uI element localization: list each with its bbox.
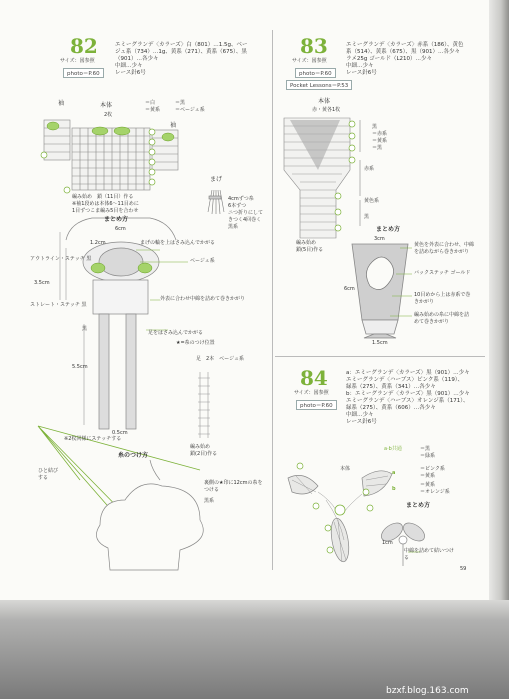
material-line: b：エミーグランデ〈カラーズ〉黒（901）…少々	[346, 391, 470, 397]
callout-leg-attach: 足をはさみ込んでかがる	[148, 330, 204, 336]
pattern-82-number: 82	[70, 34, 98, 58]
pattern-83-body-sub: 赤・黄各1枚	[312, 107, 341, 113]
note-line: する	[38, 475, 49, 481]
material-line: a：エミーグランデ〈カラーズ〉黒（901）…少々	[346, 370, 470, 376]
pattern-84-photo-ref: photo＝P.60	[296, 400, 337, 410]
note-line: 黒系	[228, 224, 239, 230]
material-line: レース針6号	[346, 419, 377, 425]
leg-label: 足 2本 ベージュ系	[196, 356, 244, 362]
callout-top-loop: まげの輪を上はさみ込んでかがる	[140, 240, 216, 246]
legend-black: ＝黒	[420, 446, 431, 452]
pattern-82-size: サイズ：図参照	[60, 58, 95, 64]
material-line: エミーグランデ〈カラーズ〉白（801）…1.5g、ベー	[115, 42, 248, 48]
pattern-83-size: サイズ：図参照	[292, 58, 327, 64]
pattern-83-body-label: 本体	[318, 98, 331, 105]
sleeve-label-left: 袖	[58, 100, 65, 107]
material-line: 緑系（275）、黄系（606）…各少々	[346, 405, 436, 411]
note-line: 1目ずつこま編み5目を合わせ	[72, 208, 139, 214]
legend-white: ＝白	[145, 100, 156, 106]
legend-beige: ＝ベージュ系	[175, 107, 205, 113]
callout-stuff-tie: 中綿を詰めて結いつける	[404, 548, 455, 561]
material-line: 緑系（275）、黄系（341）…各少々	[346, 384, 436, 390]
side-label-black: 黒	[364, 214, 370, 220]
note-line: ※袖1段めは本体6〜11目めに	[72, 201, 139, 207]
pattern-84-legend-title: a·b共通	[384, 446, 402, 452]
pattern-83-assembly-title: まとめ方	[376, 226, 401, 233]
material-line: エミーグランデ〈ハーブス〉オレンジ系（171）、	[346, 398, 469, 404]
dim-1cm: 1cm	[382, 540, 393, 546]
legend-black-top: 黒	[372, 124, 378, 130]
note-line: 編み始め	[190, 444, 211, 450]
legend-group-b: b	[392, 486, 396, 492]
legend-yellow-a: ＝黄系	[420, 473, 436, 479]
pattern-84-number: 84	[300, 366, 328, 390]
dim-0-5cm: 0.5cm	[112, 430, 128, 436]
callout-beige: ベージュ系	[190, 258, 215, 264]
tassel-label: まげ	[210, 176, 223, 183]
pattern-84-assembly-title: まとめ方	[406, 502, 431, 509]
pattern-83-number: 83	[300, 34, 328, 58]
legend-orange: ＝オレンジ系	[420, 489, 450, 495]
pattern-83-photo-ref: photo＝P.60	[295, 68, 336, 78]
thread-note-black: 黒系	[204, 498, 215, 504]
legend-red: ＝赤系	[372, 131, 388, 137]
note-line: 編み始め 鎖（11目）作る	[72, 194, 134, 200]
watermark: bzxf.blog.163.com	[386, 686, 469, 696]
note-line: きつく4回巻く	[228, 217, 262, 223]
material-line: レース針6号	[115, 70, 146, 76]
callout-yellow-stuff: 黄色を外表に合わせ、中綿を詰めながら巻きかがり	[414, 242, 474, 255]
callout-back-stitch: バックステッチ ゴールド	[414, 270, 471, 276]
callout-stuffing: 外表に合わせ中綿を詰めて巻きかがり	[160, 296, 246, 302]
note-line: 4cmずつ糸	[228, 196, 254, 202]
pattern-82-body-label: 本体	[100, 102, 113, 109]
pattern-82-body-count: 2枚	[104, 112, 113, 118]
callout-both-stitch: ※2枚同様にステッチする	[64, 436, 122, 442]
side-label-yellow: 黄色系	[364, 198, 380, 204]
sleeve-label-right: 袖	[170, 122, 177, 129]
material-line: 中細…少々	[346, 63, 374, 69]
note-line: ひと結び	[38, 468, 59, 474]
material-line: ラメ25g ゴールド（L210）…少々	[346, 56, 433, 62]
material-line: 系（514）、黄系（675）、黒（901）…各少々	[346, 49, 460, 55]
legend-black: ＝黒	[372, 145, 383, 151]
side-label-red: 赤系	[364, 166, 375, 172]
dim-3-5cm: 3.5cm	[34, 280, 50, 286]
callout-start-stuff: 編み始めの糸に中綿を詰めて巻きかがり	[414, 312, 470, 325]
dim-6cm: 6cm	[115, 226, 126, 232]
page-number: 59	[460, 566, 467, 572]
pattern-84-body-label: 本体	[340, 466, 351, 472]
material-line: エミーグランデ〈カラーズ〉赤系（186）、黄色	[346, 42, 464, 48]
callout-black: 黒	[82, 326, 88, 332]
dim-6cm-83: 6cm	[344, 286, 355, 292]
callout-star-position: ★=糸のつけ位置	[176, 340, 215, 346]
note-line: 鎖(5目)作る	[296, 247, 324, 253]
callout-red-row: 10目めから上は赤系で巻きかがり	[414, 292, 471, 305]
dim-5-5cm: 5.5cm	[72, 364, 88, 370]
legend-black: ＝黒	[175, 100, 186, 106]
material-line: 中細…少々	[115, 63, 143, 69]
callout-straight-stitch: ストレート・ステッチ 黒	[30, 302, 87, 308]
pattern-82-assembly-title: まとめ方	[104, 216, 129, 223]
dim-1-5cm: 1.5cm	[372, 340, 388, 346]
thread-title: 糸のつけ方	[118, 452, 149, 459]
legend-yellow: ＝黄系	[372, 138, 388, 144]
thread-note-star: 裏側の★印に12cmの糸をつける	[204, 480, 263, 493]
note-line: 編み始め	[296, 240, 317, 246]
legend-yellow: ＝黄系	[145, 107, 161, 113]
legend-pink: ＝ピンク系	[420, 466, 445, 472]
material-line: 中細…少々	[346, 412, 374, 418]
material-line: レース針6号	[346, 70, 377, 76]
pattern-82-photo-ref: photo＝P.60	[63, 68, 104, 78]
legend-group-a: a	[392, 470, 396, 476]
material-line: （901）…各少々	[115, 56, 159, 62]
note-line: 鎖(2目)作る	[190, 451, 218, 457]
legend-yellow-b: ＝黄系	[420, 482, 436, 488]
material-line: ジュ系（734）…1g、黄系（271）、黄系（675）、黒	[115, 49, 247, 55]
dim-1-2cm: 1.2cm	[90, 240, 106, 246]
note-line: 6本ずつ	[228, 203, 247, 209]
note-line: ニつ折りにして	[228, 210, 264, 216]
material-line: エミーグランデ〈ハーブス〉ピンク系（119）、	[346, 377, 464, 383]
dim-3cm: 3cm	[374, 236, 385, 242]
pattern-84-size: サイズ：図参照	[294, 390, 329, 396]
pattern-83-lessons-ref: Pocket Lessons＝P.53	[286, 80, 352, 90]
callout-outline-stitch: アウトライン・ステッチ 黒	[30, 256, 92, 262]
legend-green: ＝緑系	[420, 453, 436, 459]
